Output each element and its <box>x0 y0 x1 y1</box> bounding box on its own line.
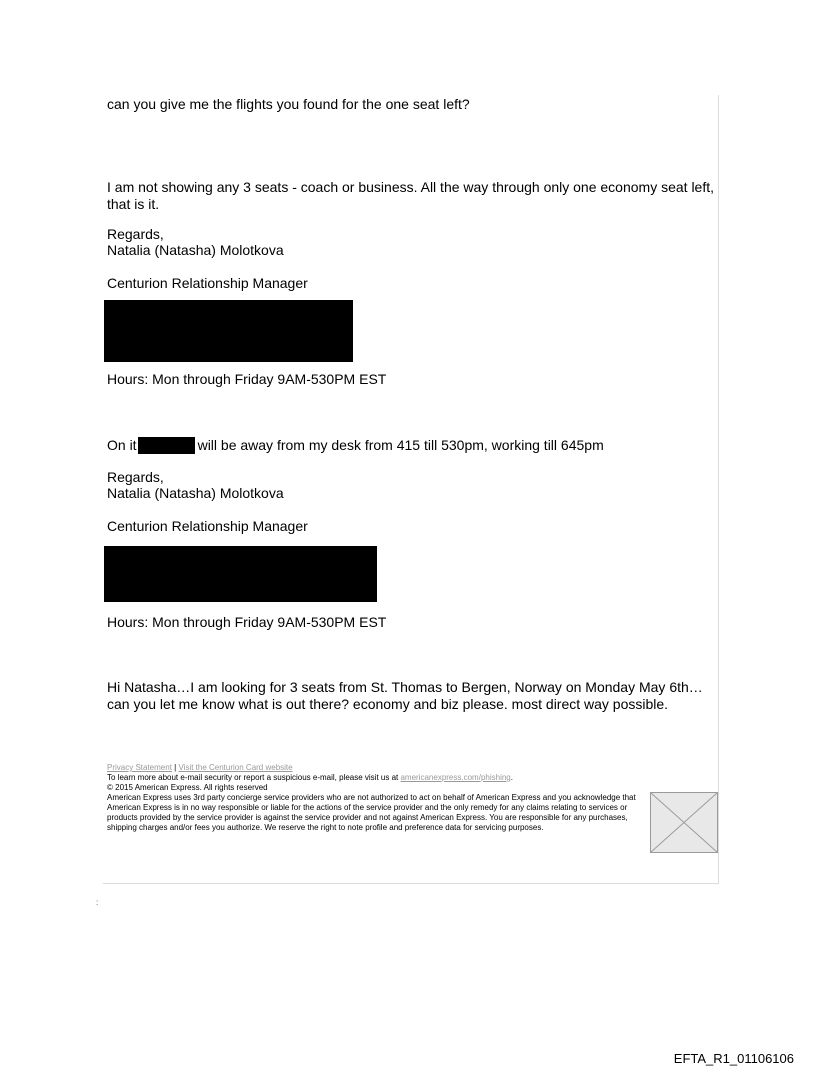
centurion-website-link[interactable]: Visit the Centurion Card website <box>178 763 293 772</box>
reply-one-title: Centurion Relationship Manager <box>107 275 308 291</box>
image-placeholder-x <box>651 793 717 852</box>
bates-number: EFTA_R1_01106106 <box>673 1051 794 1066</box>
reply-one-body: I am not showing any 3 seats - coach or business. All the way through only one economy seat left, that is it. <box>107 179 715 212</box>
reply-question: can you give me the flights you found for the one seat left? <box>107 96 470 112</box>
reply-two-text: will be away from my desk from 415 till 530pm, working till 645pm <box>197 437 604 453</box>
security-end: . <box>510 773 513 782</box>
copyright: © 2015 American Express. All rights reserved <box>107 783 268 792</box>
reply-two-regards: Regards, <box>107 469 164 485</box>
phishing-link[interactable]: americanexpress.com/phishing <box>400 773 511 782</box>
footer-separator: | <box>174 763 177 772</box>
reply-two-hours: Hours: Mon through Friday 9AM-530PM EST <box>107 614 387 630</box>
broken-image-icon <box>650 792 718 853</box>
email-footer <box>107 763 652 833</box>
disclaimer: American Express uses 3rd party concierge service providers who are not authorized to act on behalf of American Express and you acknowledge that American Express is in no way responsible or liable for the actions of the service provider and the only remedy for any claims relating to services or products provided by the service provider is against the service provider and not against American Express. You are responsible for any purchases, shipping charges and/or fees you authorize. We reserve the right to note profile and preference data for servicing purposes. <box>107 793 636 832</box>
inline-redaction <box>138 437 195 454</box>
redaction-block <box>104 300 353 362</box>
reply-one-regards: Regards, <box>107 226 164 242</box>
reply-two-prefix: On it <box>107 437 137 453</box>
page-marker: : <box>96 898 99 907</box>
privacy-statement-link[interactable]: Privacy Statement <box>107 763 172 772</box>
original-request: Hi Natasha…I am looking for 3 seats from St. Thomas to Bergen, Norway on Monday May 6th…can you let me know what is out there? economy and biz please. most direct way possible. <box>107 679 703 712</box>
reply-one-name: Natalia (Natasha) Molotkova <box>107 242 284 258</box>
reply-two-title: Centurion Relationship Manager <box>107 518 308 534</box>
reply-two-body <box>107 437 604 454</box>
reply-one-hours: Hours: Mon through Friday 9AM-530PM EST <box>107 371 387 387</box>
reply-two-name: Natalia (Natasha) Molotkova <box>107 485 284 501</box>
redaction-block <box>104 546 377 602</box>
security-text: To learn more about e-mail security or report a suspicious e-mail, please visit us at <box>107 773 399 782</box>
